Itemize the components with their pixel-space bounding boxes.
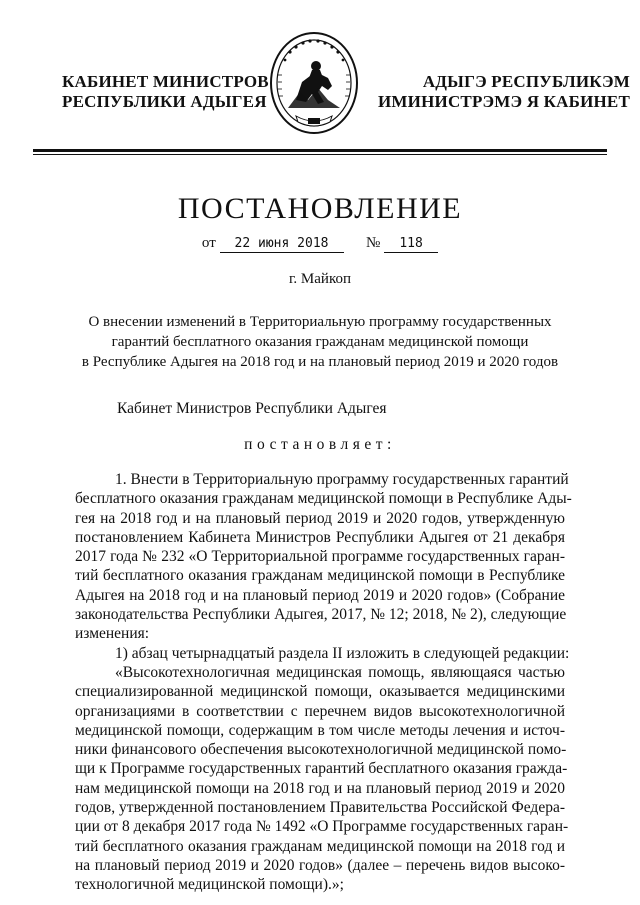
body-line: щи к Программе государственных гарантий бесплатного оказания гражда-	[75, 760, 568, 778]
body-line: законодательства Республики Адыгея, 2017, № 12; 2018, № 2), следующие	[75, 606, 567, 624]
number-sign: №	[366, 235, 381, 251]
body-line: бесплатного оказания гражданам медицинской помощи в Республике Ады-	[75, 490, 572, 508]
body-line: тий бесплатного оказания гражданам медицинской помощи на 2018 год и	[75, 837, 565, 855]
subject-line: гарантий бесплатного оказания гражданам медицинской помощи	[111, 334, 529, 350]
issuer-ady	[378, 72, 630, 112]
body-line: ции от 8 декабря 2017 года № 1492 «О Программе государственных гаран-	[75, 818, 569, 836]
city-line: г. Майкоп	[288, 271, 352, 287]
header-rule-thin	[33, 154, 607, 155]
body-text	[75, 470, 572, 895]
body-line: организациями в соответствии с перечнем видов высокотехнологичной	[75, 702, 565, 720]
body-line: 1) абзац четырнадцатый раздела II изложить в следующей редакции:	[115, 644, 570, 662]
body-line: ники финансового обеспечения высокотехнологичной медицинской помо-	[75, 741, 567, 759]
document-date: 22 июня 2018	[220, 236, 344, 253]
body-line: 1. Внести в Территориальную программу государственных гарантий	[115, 471, 569, 488]
date-prefix: от	[201, 235, 216, 251]
body-line: изменения:	[75, 625, 150, 643]
body-line: технологичной медицинской помощи).»;	[75, 876, 344, 894]
body-line: постановлением Кабинета Министров Республики Адыгея от 21 декабря	[75, 528, 565, 546]
subject-line: в Республике Адыгея на 2018 год и на плановый период 2019 и 2020 годов	[81, 354, 559, 370]
issuer-ru-line1: КАБИНЕТ МИНИСТРОВ	[62, 72, 269, 91]
body-line: специализированной медицинской помощи, оказывается медицинскими	[75, 683, 565, 701]
subject-block	[40, 312, 600, 372]
body-line: 2017 года № 232 «О Территориальной программе государственных гаран-	[75, 548, 565, 566]
body-line: на плановый период 2019 и 2020 годов» (далее – перечень видов высоко-	[75, 856, 565, 874]
adygea-coat-of-arms-icon	[268, 30, 360, 136]
document-number: 118	[384, 236, 438, 253]
document-title: ПОСТАНОВЛЕНИЕ	[177, 192, 463, 225]
date-number-line	[0, 235, 640, 253]
issuer-ru	[62, 72, 269, 112]
header-rule-thick	[33, 149, 607, 152]
resolves-line: постановляет:	[244, 436, 396, 453]
body-line: медицинской помощи, содержащим в том числе методы лечения и источ-	[75, 721, 565, 739]
issuer-ady-line1: АДЫГЭ РЕСПУБЛИКЭМ	[422, 72, 630, 91]
body-line: тий бесплатного оказания гражданам медицинской помощи в Республике	[75, 567, 565, 585]
body-line: гея на 2018 год и на плановый период 2019 и 2020 годов, утвержденную	[75, 509, 565, 527]
body-line: годов, утвержденной постановлением Правительства Российской Федера-	[75, 799, 565, 817]
body-line: «Высокотехнологичная медицинская помощь, являющаяся частью	[115, 663, 565, 681]
subject-line: О внесении изменений в Территориальную программу государственных	[88, 314, 552, 330]
body-line: нам медицинской помощи на 2018 год и на плановый период 2019 и 2020	[75, 779, 565, 797]
body-line: Адыгея на 2018 год и на плановый период 2019 и 2020 годов» (Собрание	[75, 586, 565, 604]
issuer-ru-line2: РЕСПУБЛИКИ АДЫГЕЯ	[62, 92, 267, 111]
issuer-ady-line2: ИМИНИСТРЭМЭ Я КАБИНЕТ	[378, 92, 630, 111]
intro-line: Кабинет Министров Республики Адыгея	[117, 400, 387, 417]
